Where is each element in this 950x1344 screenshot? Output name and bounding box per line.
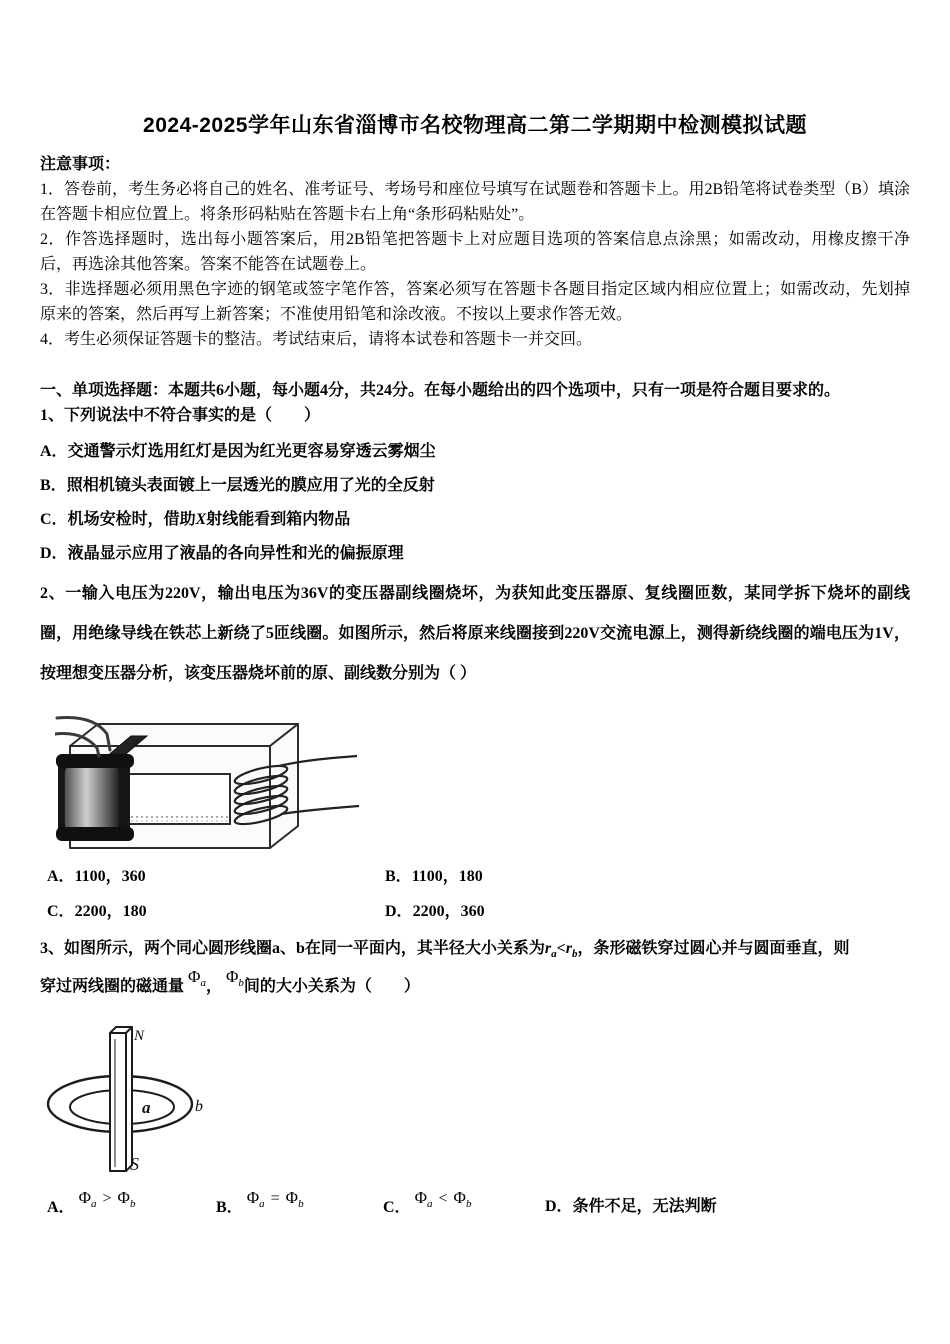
question-1-stem: 1、下列说法中不符合事实的是（ ） [40,407,321,424]
option-label: D． [385,903,413,920]
q3-option-c [383,1188,545,1225]
magnet-s-label: S [130,1154,139,1175]
option-label: A． [40,443,68,460]
subscript-a: a [200,977,206,990]
stem-text: 间的大小关系为（ ） [243,978,420,996]
option-label: D． [545,1198,573,1216]
q2-option-d [385,902,910,922]
question-3-phi-line [40,967,910,1017]
option-label: B． [216,1199,243,1217]
question-2-options [47,867,910,922]
x-ray-variable: X [195,511,207,528]
phi-symbol: Φ [246,1188,260,1208]
magnet-front-face [110,1033,126,1171]
transformer-figure-wrap [55,698,910,855]
magnet-n-label: N [134,1028,145,1045]
option-text: 射线能看到箱内物品 [206,511,351,528]
q3-option-d [545,1195,717,1225]
subscript-b: b [129,1198,136,1211]
question-3 [40,934,910,1225]
subscript-a: a [551,948,557,961]
stem-text: 3、如图所示，两个同心圆形线圈a、b在同一平面内，其半径大小关系为 [40,940,545,957]
stem-text: ，条形磁铁穿过圆心并与圆面垂直，则 [577,940,850,957]
page-title: 2024-2025学年山东省淄博市名校物理高二第二学期期中检测模拟试题 [143,114,807,137]
flux-comparison-formula [415,1186,472,1216]
subscript-a: a [427,1198,433,1211]
question-2 [40,574,910,922]
option-label: B． [385,868,412,885]
subscript-b: b [572,948,578,961]
option-text: 机场安检时，借助 [67,511,196,528]
comparison-operator: < [434,1190,452,1208]
phi-symbol: Φ [453,1188,466,1208]
phi-symbol: Φ [188,967,201,987]
q3-option-b [216,1188,383,1225]
magnet-figure-wrap [42,1019,910,1187]
comparison-operator: > [98,1190,116,1208]
phi-symbol: Φ [78,1188,91,1208]
comma: ， [205,978,222,996]
coil-a-label: a [142,1098,151,1118]
flux-a-formula [188,967,206,989]
flux-b-formula [226,967,244,989]
subscript-b: b [465,1198,472,1211]
primary-coil [56,754,134,841]
option-label: A． [47,868,75,885]
notice-heading: 注意事项： [40,156,121,173]
q2-option-a [47,867,385,887]
phi-symbol: Φ [225,967,239,987]
option-text: 1100，180 [411,868,483,885]
notice-item-4: 4．考生必须保证答题卡的整洁。考试结束后，请将本试卷和答题卡一并交回。 [40,331,593,348]
option-label: A． [47,1199,75,1217]
radius-symbol: r [565,940,572,957]
subscript-a: a [91,1198,97,1211]
option-label: B． [40,477,67,494]
question-1 [40,403,910,564]
option-text: 照相机镜头表面镀上一层透光的膜应用了光的全反射 [66,477,435,494]
option-text: 1100，360 [74,868,146,885]
section-1-header: 一、单项选择题：本题共6小题，每小题4分，共24分。在每小题给出的四个选项中，只有一项是符合题目要求的。 [40,382,841,399]
phi-symbol: Φ [414,1188,427,1208]
q1-option-b [40,476,910,496]
flux-comparison-formula [247,1186,304,1216]
subscript-b: b [298,1198,304,1211]
option-text: 2200，180 [74,903,147,920]
flux-comparison-formula [79,1186,136,1216]
q3-option-a [47,1188,216,1225]
coil-b-label: b [195,1098,203,1116]
radius-symbol: r [544,940,552,957]
q1-option-a [40,442,910,462]
coil-winding [64,766,120,830]
core-top-face [70,724,298,746]
coil-bottom-flange [56,827,134,841]
option-label: C． [40,511,68,528]
option-text: 条件不足，无法判断 [572,1198,717,1216]
coil-top-flange [56,754,134,768]
notice-section [40,152,910,352]
option-label: C． [47,903,75,920]
option-label: C． [383,1199,411,1217]
comparison-operator: = [266,1190,284,1208]
notice-item-2: 2．作答选择题时，选出每小题答案后，用2B铅笔把答题卡上对应题目选项的答案信息点涂黑；如需改动，用橡皮擦干净后，再选涂其他答案。答案不能答在试题卷上。 [40,231,910,273]
notice-item-1: 1．答卷前，考生务必将自己的姓名、准考证号、考场号和座位号填写在试题卷和答题卡上。用2B铅笔将试卷类型（B）填涂在答题卡相应位置上。将条形码粘贴在答题卡右上角“条形码粘贴处”。 [40,181,910,223]
q1-option-c [40,510,910,530]
option-label: D． [40,545,68,562]
question-3-stem [40,934,910,969]
option-text: 交通警示灯选用红灯是因为红光更容易穿透云雾烟尘 [67,443,436,460]
question-3-options [47,1188,910,1225]
q2-option-c [47,902,385,922]
transformer-figure [55,698,360,853]
subscript-b: b [238,977,244,990]
magnet-coils-figure [42,1019,267,1187]
notice-item-3: 3．非选择题必须用黑色字迹的钢笔或签字笔作答，答案必须写在答题卡各题目指定区域内相应位置上；如需改动，先划掉原来的答案，然后再写上新答案；不准使用铅笔和涂改液。不按以上要求作答无效。 [40,281,910,323]
phi-symbol: Φ [117,1188,130,1208]
bar-magnet [110,1027,132,1171]
question-2-stem: 2、一输入电压为220V，输出电压为36V的变压器副线圈烧坏，为获知此变压器原、复线圈匝数，某同学拆下烧坏的副线圈，用绝缘导线在铁芯上新绕了5匝线圈。如图所示，然后将原来线圈接到220V交流电源上，测得新绕线圈的端电压为1V，按理想变压器分析，该变压器烧坏前的原、副线数分别为（ ） [40,585,910,682]
subscript-a: a [259,1198,265,1211]
option-text: 2200，360 [412,903,485,920]
phi-symbol: Φ [285,1188,299,1208]
less-than: < [556,940,566,957]
stem-text: 穿过两线圈的磁通量 [40,978,185,996]
option-text: 液晶显示应用了液晶的各向异性和光的偏振原理 [67,545,404,562]
q1-option-d [40,544,910,564]
q2-option-b [385,867,910,887]
